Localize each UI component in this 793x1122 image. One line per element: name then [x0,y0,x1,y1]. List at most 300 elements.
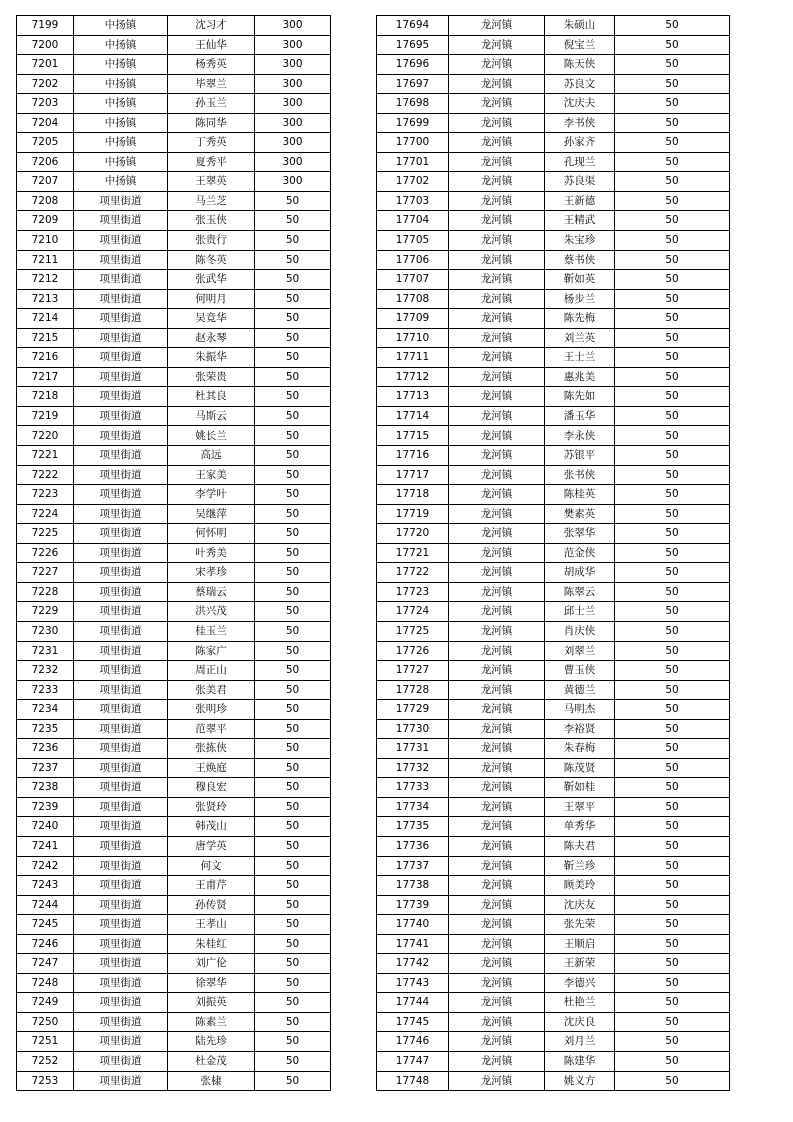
table-row [17,55,331,75]
person-name-cell: 苏良文 [545,74,615,94]
township-cell: 龙河镇 [449,641,545,661]
township-cell: 龙河镇 [449,563,545,583]
amount-cell: 50 [615,1051,730,1071]
serial-number-cell: 17740 [377,915,449,935]
township-cell: 项里街道 [74,426,168,446]
table-row [17,680,331,700]
table-row [17,817,331,837]
township-cell: 项里街道 [74,700,168,720]
person-name-cell: 陈桂英 [545,485,615,505]
person-name-cell: 杨秀英 [168,55,255,75]
amount-cell: 50 [255,543,331,563]
serial-number-cell: 17741 [377,934,449,954]
table-row [17,1051,331,1071]
amount-cell: 50 [615,191,730,211]
serial-number-cell: 17746 [377,1032,449,1052]
serial-number-cell: 17724 [377,602,449,622]
table-row [377,973,730,993]
township-cell: 中扬镇 [74,172,168,192]
serial-number-cell: 7240 [17,817,74,837]
serial-number-cell: 7247 [17,954,74,974]
township-cell: 龙河镇 [449,895,545,915]
township-cell: 项里街道 [74,797,168,817]
table-row [17,446,331,466]
serial-number-cell: 17735 [377,817,449,837]
serial-number-cell: 17748 [377,1071,449,1091]
township-cell: 龙河镇 [449,934,545,954]
table-row [17,934,331,954]
township-cell: 龙河镇 [449,954,545,974]
township-cell: 龙河镇 [449,797,545,817]
person-name-cell: 叶秀美 [168,543,255,563]
serial-number-cell: 7252 [17,1051,74,1071]
serial-number-cell: 17710 [377,328,449,348]
serial-number-cell: 7212 [17,270,74,290]
table-row [17,35,331,55]
township-cell: 项里街道 [74,348,168,368]
amount-cell: 50 [615,348,730,368]
person-name-cell: 张贵行 [168,231,255,251]
person-name-cell: 张拣侠 [168,739,255,759]
person-name-cell: 张书侠 [545,465,615,485]
amount-cell: 50 [615,113,730,133]
person-name-cell: 顾美玲 [545,876,615,896]
table-row [377,876,730,896]
township-cell: 中扬镇 [74,113,168,133]
amount-cell: 50 [255,778,331,798]
township-cell: 龙河镇 [449,231,545,251]
person-name-cell: 姚长兰 [168,426,255,446]
person-name-cell: 杨步兰 [545,289,615,309]
township-cell: 龙河镇 [449,191,545,211]
amount-cell: 50 [615,739,730,759]
person-name-cell: 张明珍 [168,700,255,720]
amount-cell: 50 [615,387,730,407]
serial-number-cell: 7216 [17,348,74,368]
township-cell: 龙河镇 [449,172,545,192]
serial-number-cell: 7217 [17,367,74,387]
person-name-cell: 穆良宏 [168,778,255,798]
table-row [377,231,730,251]
township-cell: 龙河镇 [449,504,545,524]
person-name-cell: 孙家齐 [545,133,615,153]
amount-cell: 50 [615,133,730,153]
township-cell: 龙河镇 [449,621,545,641]
serial-number-cell: 7237 [17,758,74,778]
amount-cell: 50 [615,328,730,348]
table-row [17,915,331,935]
person-name-cell: 李书侠 [545,113,615,133]
township-cell: 龙河镇 [449,680,545,700]
table-row [17,758,331,778]
serial-number-cell: 17714 [377,406,449,426]
township-cell: 中扬镇 [74,16,168,36]
person-name-cell: 陈建华 [545,1051,615,1071]
person-name-cell: 王仙华 [168,35,255,55]
person-name-cell: 马兰芝 [168,191,255,211]
amount-cell: 50 [615,74,730,94]
serial-number-cell: 7201 [17,55,74,75]
table-row [17,739,331,759]
person-name-cell: 靳如英 [545,270,615,290]
amount-cell: 50 [255,1051,331,1071]
serial-number-cell: 7234 [17,700,74,720]
amount-cell: 50 [615,16,730,36]
person-name-cell: 樊素英 [545,504,615,524]
table-row [377,504,730,524]
serial-number-cell: 7227 [17,563,74,583]
table-row [377,426,730,446]
amount-cell: 50 [615,152,730,172]
township-cell: 项里街道 [74,680,168,700]
person-name-cell: 洪兴茂 [168,602,255,622]
amount-cell: 300 [255,172,331,192]
serial-number-cell: 7218 [17,387,74,407]
township-cell: 项里街道 [74,465,168,485]
table-row [17,270,331,290]
amount-cell: 50 [615,895,730,915]
person-name-cell: 张武华 [168,270,255,290]
amount-cell: 50 [615,172,730,192]
serial-number-cell: 7226 [17,543,74,563]
township-cell: 龙河镇 [449,719,545,739]
amount-cell: 50 [615,1012,730,1032]
serial-number-cell: 7222 [17,465,74,485]
amount-cell: 50 [255,895,331,915]
serial-number-cell: 7251 [17,1032,74,1052]
table-row [377,16,730,36]
township-cell: 项里街道 [74,621,168,641]
serial-number-cell: 7238 [17,778,74,798]
serial-number-cell: 17707 [377,270,449,290]
serial-number-cell: 7208 [17,191,74,211]
serial-number-cell: 7232 [17,661,74,681]
amount-cell: 50 [615,641,730,661]
serial-number-cell: 7210 [17,231,74,251]
township-cell: 龙河镇 [449,739,545,759]
person-name-cell: 王顺启 [545,934,615,954]
amount-cell: 50 [615,250,730,270]
person-name-cell: 陈先如 [545,387,615,407]
table-row [17,1012,331,1032]
table-row [377,621,730,641]
table-row [377,836,730,856]
serial-number-cell: 7204 [17,113,74,133]
table-row [377,661,730,681]
amount-cell: 50 [615,856,730,876]
township-cell: 龙河镇 [449,94,545,114]
serial-number-cell: 17703 [377,191,449,211]
amount-cell: 50 [255,446,331,466]
table-row [377,94,730,114]
serial-number-cell: 7203 [17,94,74,114]
table-row [377,172,730,192]
serial-number-cell: 17721 [377,543,449,563]
serial-number-cell: 7223 [17,485,74,505]
table-row [17,661,331,681]
township-cell: 龙河镇 [449,485,545,505]
amount-cell: 50 [255,387,331,407]
table-row [17,16,331,36]
amount-cell: 50 [615,836,730,856]
person-name-cell: 刘广伦 [168,954,255,974]
person-name-cell: 杜金茂 [168,1051,255,1071]
serial-number-cell: 7233 [17,680,74,700]
serial-number-cell: 7224 [17,504,74,524]
amount-cell: 50 [615,876,730,896]
township-cell: 项里街道 [74,602,168,622]
township-cell: 项里街道 [74,504,168,524]
amount-cell: 50 [615,621,730,641]
person-name-cell: 陈翠云 [545,582,615,602]
person-name-cell: 潘玉华 [545,406,615,426]
amount-cell: 50 [615,700,730,720]
table-row [377,485,730,505]
township-cell: 龙河镇 [449,74,545,94]
serial-number-cell: 17712 [377,367,449,387]
amount-cell: 50 [615,661,730,681]
amount-cell: 300 [255,133,331,153]
serial-number-cell: 17709 [377,309,449,329]
township-cell: 龙河镇 [449,758,545,778]
person-name-cell: 陈家广 [168,641,255,661]
amount-cell: 50 [255,348,331,368]
serial-number-cell: 17706 [377,250,449,270]
township-cell: 项里街道 [74,856,168,876]
table-row [377,1071,730,1091]
table-row [377,446,730,466]
person-name-cell: 沈庆友 [545,895,615,915]
table-row [17,387,331,407]
amount-cell: 300 [255,74,331,94]
table-row [377,719,730,739]
table-row [17,700,331,720]
table-row [17,836,331,856]
serial-number-cell: 7221 [17,446,74,466]
amount-cell: 50 [255,231,331,251]
serial-number-cell: 17730 [377,719,449,739]
table-row [17,504,331,524]
serial-number-cell: 17701 [377,152,449,172]
person-name-cell: 蔡瑞云 [168,582,255,602]
person-name-cell: 王甫芹 [168,876,255,896]
township-cell: 龙河镇 [449,973,545,993]
amount-cell: 50 [615,758,730,778]
serial-number-cell: 17695 [377,35,449,55]
person-name-cell: 范翠平 [168,719,255,739]
amount-cell: 50 [615,485,730,505]
amount-cell: 50 [255,973,331,993]
table-row [17,289,331,309]
township-cell: 项里街道 [74,1012,168,1032]
township-cell: 龙河镇 [449,406,545,426]
township-cell: 项里街道 [74,758,168,778]
table-row [17,231,331,251]
township-cell: 龙河镇 [449,426,545,446]
table-row [377,1051,730,1071]
serial-number-cell: 17720 [377,524,449,544]
amount-cell: 50 [615,602,730,622]
table-row [377,35,730,55]
township-cell: 项里街道 [74,446,168,466]
person-name-cell: 孙玉兰 [168,94,255,114]
table-row [17,602,331,622]
amount-cell: 50 [615,954,730,974]
person-name-cell: 唐学英 [168,836,255,856]
table-row [377,211,730,231]
township-cell: 中扬镇 [74,74,168,94]
amount-cell: 50 [255,876,331,896]
person-name-cell: 李德兴 [545,973,615,993]
person-name-cell: 姚义方 [545,1071,615,1091]
township-cell: 项里街道 [74,661,168,681]
table-row [377,817,730,837]
amount-cell: 50 [255,211,331,231]
table-row [377,856,730,876]
table-row [377,524,730,544]
table-row [377,1032,730,1052]
amount-cell: 50 [255,719,331,739]
table-row [17,309,331,329]
amount-cell: 50 [255,934,331,954]
person-name-cell: 单秀华 [545,817,615,837]
person-name-cell: 张翠华 [545,524,615,544]
person-name-cell: 王家美 [168,465,255,485]
table-row [17,406,331,426]
amount-cell: 50 [255,758,331,778]
table-row [17,856,331,876]
township-cell: 中扬镇 [74,55,168,75]
amount-cell: 50 [615,993,730,1013]
amount-cell: 50 [255,1071,331,1091]
serial-number-cell: 7250 [17,1012,74,1032]
table-row [377,915,730,935]
township-cell: 龙河镇 [449,211,545,231]
person-name-cell: 刘振英 [168,993,255,1013]
serial-number-cell: 17736 [377,836,449,856]
person-name-cell: 丁秀英 [168,133,255,153]
serial-number-cell: 17697 [377,74,449,94]
person-name-cell: 王焕庭 [168,758,255,778]
township-cell: 龙河镇 [449,133,545,153]
person-name-cell: 王新德 [545,191,615,211]
township-cell: 项里街道 [74,993,168,1013]
person-name-cell: 夏秀平 [168,152,255,172]
table-row [17,641,331,661]
serial-number-cell: 7230 [17,621,74,641]
table-row [17,954,331,974]
table-row [17,563,331,583]
amount-cell: 50 [615,973,730,993]
township-cell: 项里街道 [74,876,168,896]
township-cell: 项里街道 [74,915,168,935]
amount-cell: 50 [615,817,730,837]
table-row [17,524,331,544]
serial-number-cell: 7248 [17,973,74,993]
township-cell: 项里街道 [74,641,168,661]
serial-number-cell: 7215 [17,328,74,348]
township-cell: 项里街道 [74,367,168,387]
table-row [17,113,331,133]
township-cell: 龙河镇 [449,446,545,466]
township-cell: 龙河镇 [449,817,545,837]
table-row [377,55,730,75]
amount-cell: 50 [255,328,331,348]
amount-cell: 300 [255,152,331,172]
serial-number-cell: 17722 [377,563,449,583]
table-row [17,582,331,602]
township-cell: 项里街道 [74,309,168,329]
serial-number-cell: 7231 [17,641,74,661]
township-cell: 龙河镇 [449,1051,545,1071]
township-cell: 龙河镇 [449,915,545,935]
township-cell: 项里街道 [74,739,168,759]
amount-cell: 50 [615,543,730,563]
serial-number-cell: 17696 [377,55,449,75]
serial-number-cell: 17728 [377,680,449,700]
table-row [377,465,730,485]
amount-cell: 50 [615,309,730,329]
township-cell: 龙河镇 [449,836,545,856]
roster-table-right [376,15,730,1091]
serial-number-cell: 17738 [377,876,449,896]
person-name-cell: 陈先梅 [545,309,615,329]
person-name-cell: 沈习才 [168,16,255,36]
amount-cell: 50 [255,582,331,602]
serial-number-cell: 17700 [377,133,449,153]
table-row [377,543,730,563]
township-cell: 项里街道 [74,387,168,407]
person-name-cell: 范金侠 [545,543,615,563]
township-cell: 龙河镇 [449,35,545,55]
amount-cell: 50 [615,270,730,290]
serial-number-cell: 17733 [377,778,449,798]
township-cell: 龙河镇 [449,582,545,602]
township-cell: 龙河镇 [449,856,545,876]
amount-cell: 50 [255,1032,331,1052]
serial-number-cell: 17729 [377,700,449,720]
amount-cell: 50 [615,231,730,251]
serial-number-cell: 7228 [17,582,74,602]
township-cell: 项里街道 [74,778,168,798]
amount-cell: 50 [255,309,331,329]
table-row [377,289,730,309]
amount-cell: 50 [615,465,730,485]
serial-number-cell: 17699 [377,113,449,133]
person-name-cell: 王精武 [545,211,615,231]
amount-cell: 50 [255,915,331,935]
table-row [377,270,730,290]
table-row [377,1012,730,1032]
person-name-cell: 肖庆侠 [545,621,615,641]
amount-cell: 50 [255,250,331,270]
person-name-cell: 苏银平 [545,446,615,466]
township-cell: 项里街道 [74,934,168,954]
township-cell: 项里街道 [74,211,168,231]
table-row [17,1071,331,1091]
amount-cell: 50 [255,817,331,837]
table-row [377,758,730,778]
person-name-cell: 李永侠 [545,426,615,446]
serial-number-cell: 7246 [17,934,74,954]
township-cell: 项里街道 [74,563,168,583]
serial-number-cell: 7235 [17,719,74,739]
township-cell: 龙河镇 [449,367,545,387]
amount-cell: 50 [255,406,331,426]
table-row [17,797,331,817]
person-name-cell: 吴继萍 [168,504,255,524]
serial-number-cell: 17713 [377,387,449,407]
